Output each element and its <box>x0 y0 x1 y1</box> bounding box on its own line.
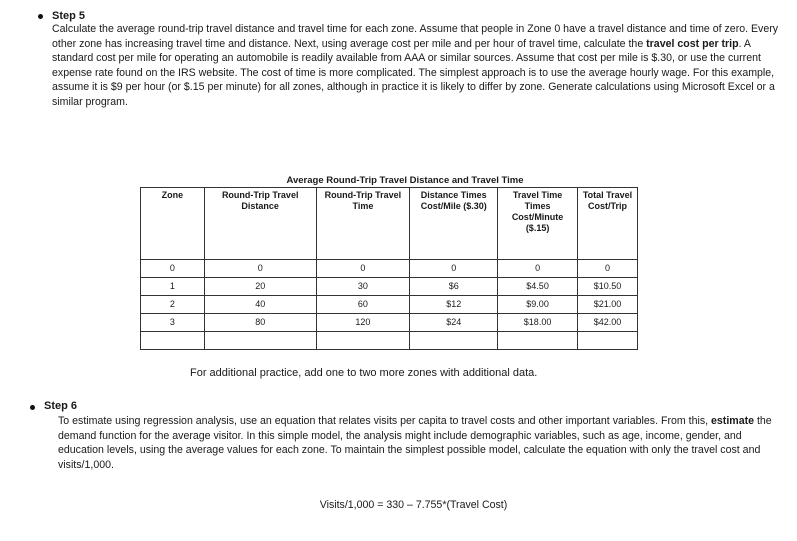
table-row-empty <box>141 332 638 350</box>
cell: $18.00 <box>498 314 578 332</box>
cell <box>204 332 316 350</box>
step-5-bold-term: travel cost per trip <box>646 37 739 50</box>
cell: $24 <box>410 314 498 332</box>
cell: 0 <box>410 260 498 278</box>
cell: 0 <box>578 260 638 278</box>
step-6-bold-term: estimate <box>711 415 755 427</box>
cell: 40 <box>204 296 316 314</box>
table-row <box>141 314 638 332</box>
cell <box>498 332 578 350</box>
cell: $21.00 <box>578 296 638 314</box>
cell: 20 <box>204 278 316 296</box>
step-6-text-b: the demand function for the average visitor. In this simple model, the analysis might include demographic variables, such as age, income, gender, and education levels, using the average values for each zone. To maintain the simplest possible model, calculate the equation with only the travel cost and visits/1,000. <box>58 415 772 471</box>
cell: $6 <box>410 278 498 296</box>
step-5-text-b: . A standard cost per mile for operating an automobile is readily available from AAA or similar sources. Assume that cost per mile is $.30, or use the current expense rate found on the IRS website. The cost of time is more complicated. The simplest approach is to use the average hourly wage. For this example, assume it is $9 per hour (or $.15 per minute) for all zones, although in practice it is likely to differ by zone. Generate calculations using Microsoft Excel or a similar program. <box>52 37 775 108</box>
header-distance: Round-Trip Travel Distance <box>204 188 316 260</box>
cell <box>578 332 638 350</box>
header-zone: Zone <box>141 188 205 260</box>
step-6-title: Step 6 <box>44 400 78 412</box>
cell <box>316 332 410 350</box>
cell: 120 <box>316 314 410 332</box>
header-time-cost: Travel Time Times Cost/Minute ($.15) <box>498 188 578 260</box>
step-5-title: Step 5 <box>52 10 86 22</box>
step-6-text-a: To estimate using regression analysis, use an equation that relates visits per capita to travel costs and other important variables. From this, <box>58 415 712 427</box>
cell: 0 <box>141 260 205 278</box>
bullet-icon <box>30 405 35 410</box>
cell: 3 <box>141 314 205 332</box>
travel-cost-table <box>140 187 638 350</box>
cell: $9.00 <box>498 296 578 314</box>
header-time: Round-Trip Travel Time <box>316 188 410 260</box>
cell: $4.50 <box>498 278 578 296</box>
table-row <box>141 278 638 296</box>
cell: 1 <box>141 278 205 296</box>
table-row <box>141 296 638 314</box>
step-6-paragraph <box>58 414 790 472</box>
cell: $12 <box>410 296 498 314</box>
table-note: For additional practice, add one to two more zones with additional data. <box>190 367 538 379</box>
cell: 0 <box>498 260 578 278</box>
step-5-text-a: Calculate the average round-trip travel distance and travel time for each zone. Assume that people in Zone 0 have a travel distance and time of zero. Every other zone has increasing travel time and distance. Next, using average cost per mile and per hour of travel time, calculate the <box>52 23 779 50</box>
table-header-row <box>141 188 638 260</box>
step-5-paragraph <box>52 22 787 110</box>
cell: $42.00 <box>578 314 638 332</box>
cell <box>410 332 498 350</box>
regression-equation: Visits/1,000 = 330 – 7.755*(Travel Cost) <box>319 499 508 511</box>
table-row <box>141 260 638 278</box>
cell: 30 <box>316 278 410 296</box>
cell: 2 <box>141 296 205 314</box>
cell: $10.50 <box>578 278 638 296</box>
header-total-cost: Total Travel Cost/Trip <box>578 188 638 260</box>
bullet-icon <box>38 14 43 19</box>
cell: 0 <box>204 260 316 278</box>
cell: 0 <box>316 260 410 278</box>
cell: 80 <box>204 314 316 332</box>
table-title: Average Round-Trip Travel Distance and Travel Time <box>286 175 524 186</box>
cell <box>141 332 205 350</box>
cell: 60 <box>316 296 410 314</box>
header-distance-cost: Distance Times Cost/Mile ($.30) <box>410 188 498 260</box>
